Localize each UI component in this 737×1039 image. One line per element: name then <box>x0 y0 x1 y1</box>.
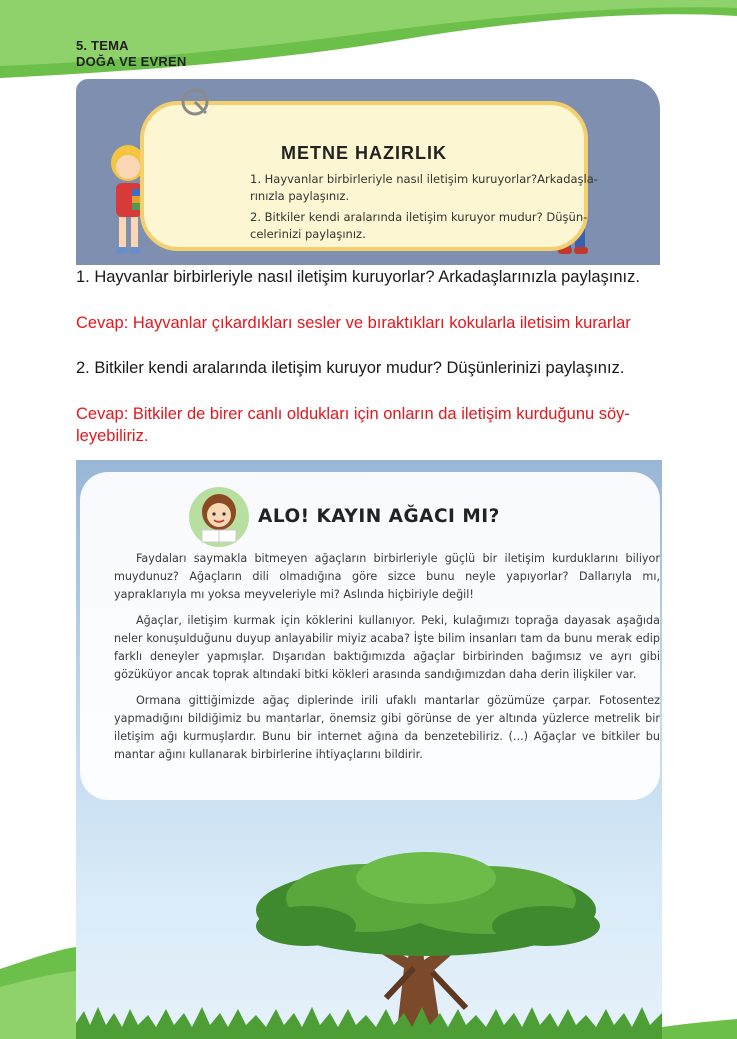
answer-2: Cevap: Bitkiler de birer canlı oldukları için onların da iletişim kurduğunu söy-leyebiliriz. <box>76 405 630 445</box>
answer-1: Cevap: Hayvanlar çıkardıkları sesler ve bıraktıkları kokularla iletisim kurarlar <box>76 314 631 332</box>
question-1: 1. Hayvanlar birbirleriyle nasıl iletişim kuruyorlar? Arkadaşlarınızla paylaşınız. <box>76 268 640 286</box>
preparation-question-1 <box>250 171 610 205</box>
preparation-question-2 <box>250 209 610 243</box>
girl-reading-avatar-icon <box>188 486 250 548</box>
bottom-green-wave <box>0 929 737 1039</box>
preparation-question-1-line-1: 1. Hayvanlar birbirleriyle nasıl iletişim kuruyorlar?Arkadaşla- <box>250 172 598 186</box>
reading-paragraph-2: Ağaçlar, iletişim kurmak için köklerini kullanıyor. Peki, kulağımızı toprağa dayasak aşağıda neler konuşulduğunu duyup anlayabilir miyiz acaba? İşte bilim insanları tam da bunu merak edip farklı deneyler yapmışlar. Dışarıdan baktığımızda ağaçlar birbirinden bağımsız ve ayrı gibi gözüküyor ancak toprak altındaki bitki kökleri arasında sandığımızdan daha derin ilişkiler var. <box>114 614 660 681</box>
theme-header <box>76 38 186 70</box>
theme-name: DOĞA VE EVREN <box>76 54 187 69</box>
paper-clip-icon <box>178 85 212 119</box>
preparation-question-1-line-2: rınızla paylaşınız. <box>250 189 350 203</box>
preparation-question-2-line-1: 2. Bitkiler kendi aralarında iletişim kuruyor mudur? Düşün- <box>250 210 588 224</box>
reading-paragraph-1: Faydaları saymakla bitmeyen ağaçların birbirleriyle güçlü bir iletişim kurduklarını biliyor muydunuz? Ağaçların dili olmadığına göre sizce bunu neyle yapıyorlar? Dallarıyla mı, yapraklarıyla mı yoksa meyveleriyle mi? Aslında hiçbiriyle değil! <box>114 552 660 601</box>
reading-title: ALO! KAYIN AĞACI MI? <box>258 506 500 527</box>
preparation-panel <box>76 79 660 265</box>
question-2: 2. Bitkiler kendi aralarında iletişim kuruyor mudur? Düşünlerinizi paylaşınız. <box>76 359 625 377</box>
preparation-scroll-card <box>140 101 598 251</box>
reading-text-card <box>80 472 660 800</box>
preparation-question-2-line-2: celerinizi paylaşınız. <box>250 227 366 241</box>
reading-paragraph-3: Ormana gittiğimizde ağaç diplerinde irili ufaklı mantarlar gözümüze çarpar. Fotosentez yapmadığını bildiğimiz bu mantarlar, önemsiz gibi görünse de yer altında yüzlerce metrelik bir iletişim ağı kurmuşlardır. Bunu bir internet ağına da benzetebiliriz. (...) Ağaçlar ve bitkiler bu mantar ağını kullanarak birbirlerine ihtiyaçlarını bildirir. <box>114 694 660 761</box>
preparation-title: METNE HAZIRLIK <box>281 143 447 163</box>
theme-number: 5. TEMA <box>76 38 129 53</box>
